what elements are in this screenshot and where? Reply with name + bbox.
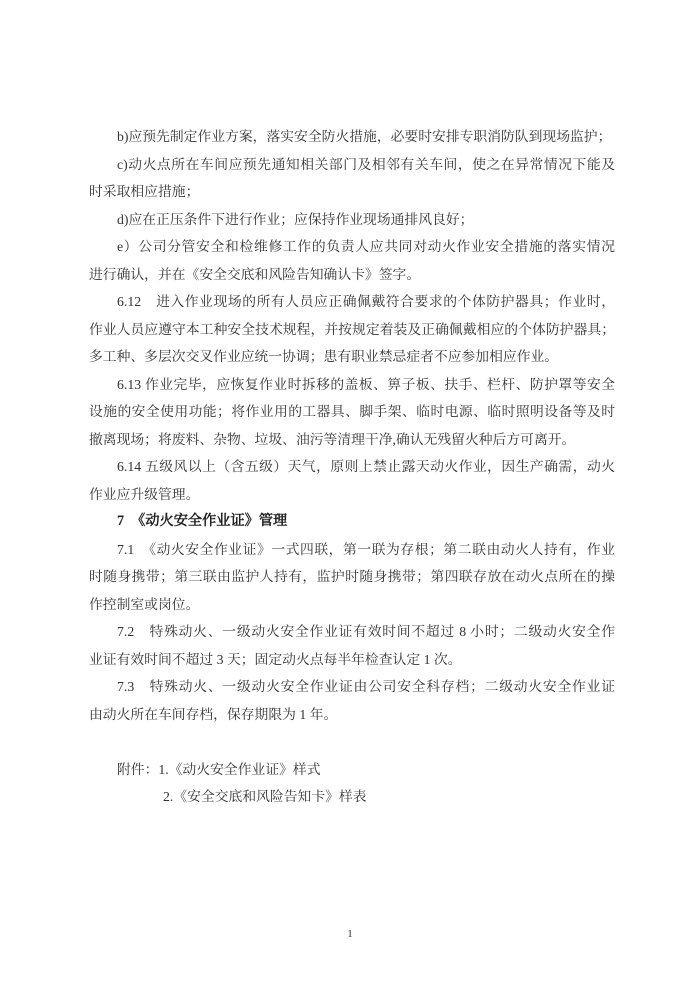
clause-e-line-1: e）公司分管安全和检维修工作的负责人应共同对动火作业安全措施的落实情况: [117, 239, 615, 254]
section-6-12-line-1: 6.12 进入作业现场的所有人员应正确佩戴符合要求的个体防护器具；作业时，: [117, 294, 615, 309]
blank-line-spacer: [89, 728, 615, 756]
section-7-3-line-2: 由动火所在车间存档，保存期限为 1 年。: [89, 706, 338, 722]
attachment-line-1: 附件：1.《动火安全作业证》样式: [117, 761, 321, 777]
section-7-2-line-2: 业证有效时间不超过 3 天；固定动火点每半年检查认定 1 次。: [89, 651, 462, 667]
section-6-13-line-3: 撤离现场；将废料、杂物、垃圾、油污等清理干净,确认无残留火种后方可离开。: [89, 431, 576, 447]
section-7-2-line-1: 7.2 特殊动火、一级动火安全作业证有效时间不超过 8 小时；二级动火安全作: [117, 624, 615, 639]
section-7-1-line-3: 作控制室或岗位。: [89, 596, 200, 612]
section-6-14-line-1: 6.14 五级风以上（含五级）天气，原则上禁止露天动火作业，因生产确需，动火: [117, 459, 615, 474]
section-7-heading: 7 《动火安全作业证》管理: [117, 513, 288, 529]
section-6-12-line-2: 作业人员应遵守本工种安全技术规程，并按规定着装及正确佩戴相应的个体防护器具；: [89, 321, 615, 337]
section-7-3-line-1: 7.3 特殊动火、一级动火安全作业证由公司安全科存档；二级动火安全作业证: [117, 679, 615, 694]
section-6-13-line-1: 6.13 作业完毕，应恢复作业时拆移的盖板、箅子板、扶手、栏杆、防护罩等安全: [117, 376, 615, 392]
clause-c-line-2: 时采取相应措施；: [89, 184, 200, 199]
page-number: 1: [347, 928, 353, 940]
clause-c-line-1: c)动火点所在车间应预先通知相关部门及相邻有关车间，使之在异常情况下能及: [117, 156, 615, 172]
clause-d-line: d)应在正压条件下进行作业；应保持作业现场通排风良好；: [117, 211, 474, 227]
clause-b-line: b)应预先制定作业方案，落实安全防火措施，必要时安排专职消防队到现场监护；: [117, 129, 612, 144]
section-7-1-line-1: 7.1 《动火安全作业证》一式四联，第一联为存根；第二联由动火人持有，作业: [117, 541, 615, 557]
clause-e-line-2: 进行确认，并在《安全交底和风险告知确认卡》签字。: [89, 266, 421, 282]
attachment-line-2: 2.《安全交底和风险告知卡》样表: [163, 789, 367, 804]
document-page-content: [89, 123, 615, 811]
section-6-14-line-2: 作业应升级管理。: [89, 486, 200, 502]
section-7-1-line-2: 时随身携带；第三联由监护人持有，监护时随身携带；第四联存放在动火点所在的操: [89, 569, 615, 584]
section-6-13-line-2: 设施的安全使用功能；将作业用的工器具、脚手架、临时电源、临时照明设备等及时: [89, 404, 615, 419]
section-6-12-line-3: 多工种、多层次交叉作业应统一协调；患有职业禁忌症者不应参加相应作业。: [89, 349, 559, 364]
